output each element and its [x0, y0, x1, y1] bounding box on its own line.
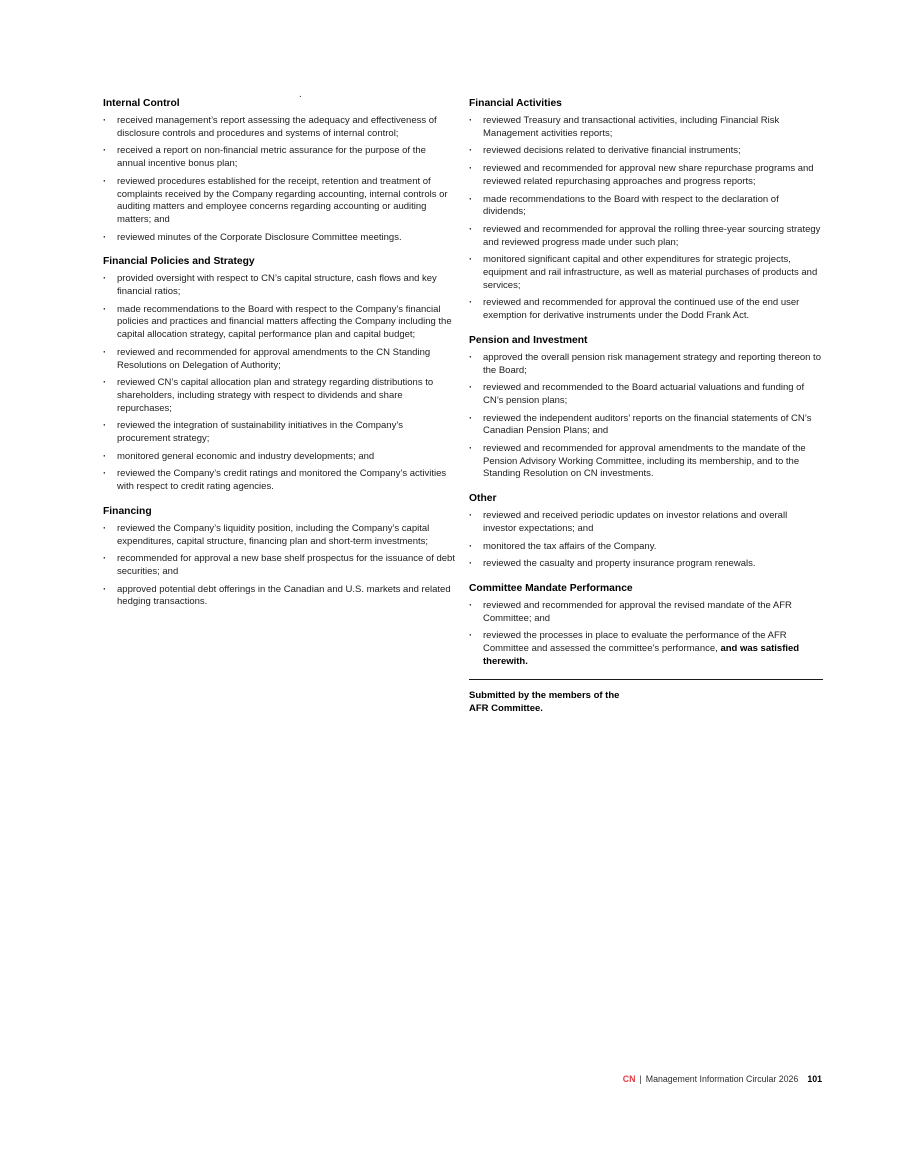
bullet-text: received management’s report assessing the adequacy and effectiveness of disclosure controls and procedures and systems of internal control; — [117, 115, 437, 139]
bullet-dot-icon: · — [103, 231, 107, 243]
section-heading: Pension and Investment — [469, 334, 588, 346]
bullet-text: reviewed and recommended for approval amendments to the CN Standing Resolutions on Delegation of Authority; — [117, 346, 431, 371]
bullet-text: reviewed minutes of the Corporate Disclosure Committee meetings. — [117, 231, 402, 243]
bullet-dot-icon: · — [469, 558, 473, 570]
bullet-text: reviewed and recommended for approval the revised mandate of the AFR Committee; and — [483, 599, 792, 624]
bullet-item — [469, 145, 823, 158]
bullet-text: reviewed the processes in place to evaluate the performance of the AFR Committee and assessed the committee’s performance, and was satisfied therewith. — [483, 630, 800, 667]
bullet-dot-icon: · — [103, 303, 107, 315]
bullet-text: approved potential debt offerings in the Canadian and U.S. markets and related hedging transactions. — [117, 583, 451, 608]
bullet-item — [469, 630, 823, 668]
bullet-text: reviewed decisions related to derivative financial instruments; — [483, 145, 741, 157]
bullet-item — [469, 254, 823, 292]
bullet-text: reviewed and recommended for approval amendments to the mandate of the Pension Advisory Working Committee, including its membership, and to the Standing Resolution on CN investments. — [483, 443, 806, 480]
bullet-dot-icon: · — [469, 145, 473, 157]
section-heading: Committee Mandate Performance — [469, 582, 633, 594]
bullet-item — [469, 163, 823, 188]
bullet-item — [103, 523, 456, 548]
bullet-item — [469, 510, 823, 535]
bullet-item — [103, 468, 456, 493]
bullet-text: made recommendations to the Board with respect to the declaration of dividends; — [483, 193, 779, 218]
section-heading: Financing — [103, 505, 152, 517]
bullet-text: reviewed the integration of sustainability initiatives in the Company’s procurement strategy; — [117, 420, 404, 445]
bullet-dot-icon: · — [469, 351, 473, 363]
bullet-text: reviewed Treasury and transactional activities, including Financial Risk Management activities reports; — [483, 115, 780, 139]
page-number: 101 — [807, 1074, 822, 1084]
bullet-item — [469, 194, 823, 219]
bullet-text: reviewed the independent auditors’ reports on the financial statements of CN’s Canadian Pension Plans; and — [483, 412, 812, 437]
bullet-text: reviewed and recommended for approval new share repurchase programs and reviewed related repurchasing approaches and progress reports; — [483, 163, 814, 187]
bullet-item — [469, 541, 823, 554]
page-footer — [623, 1074, 822, 1085]
bullet-text: recommended for approval a new base shelf prospectus for the issuance of debt securities; and — [117, 553, 455, 577]
section-heading: Internal Control — [103, 98, 180, 109]
bullet-dot-icon: · — [103, 420, 107, 432]
bullet-dot-icon: · — [103, 115, 107, 126]
bullet-text: approved the overall pension risk management strategy and reporting thereon to the Board; — [483, 351, 821, 376]
bullet-dot-icon: · — [469, 254, 473, 266]
bullet-item — [103, 584, 456, 609]
bullet-dot-icon: · — [103, 145, 107, 157]
bullet-item — [103, 273, 456, 298]
bullet-text: reviewed the Company’s liquidity position, including the Company’s capital expenditures, capital structure, financing plan and short-term investments; — [117, 522, 430, 547]
divider-rule — [469, 679, 823, 680]
bullet-dot-icon: · — [469, 540, 473, 552]
bullet-dot-icon: · — [469, 630, 473, 642]
closing-line-1: Submitted by the members of the — [469, 689, 620, 701]
bullet-item — [103, 420, 456, 445]
bullet-dot-icon: · — [103, 175, 107, 187]
bullet-item — [103, 377, 456, 415]
bullet-dot-icon: · — [469, 115, 473, 126]
bullet-text: reviewed CN’s capital allocation plan and strategy regarding distributions to shareholders, including strategy with respect to dividends and share repurchases; — [117, 377, 434, 414]
bullet-dot-icon: · — [469, 599, 473, 611]
left-column — [103, 97, 456, 614]
right-column-sections — [469, 97, 823, 669]
stray-period-mark: . — [299, 89, 302, 100]
bullet-dot-icon: · — [103, 346, 107, 358]
bullet-item — [469, 558, 823, 571]
bullet-text: reviewed and recommended to the Board actuarial valuations and funding of CN’s pension plans; — [483, 382, 805, 406]
bullet-item — [103, 304, 456, 342]
bullet-dot-icon: · — [469, 443, 473, 455]
bullet-item — [103, 145, 456, 170]
bullet-item — [469, 413, 823, 438]
bullet-text: monitored general economic and industry developments; and — [117, 450, 375, 462]
bullet-item — [469, 352, 823, 377]
bullet-item — [469, 115, 823, 140]
bullet-item — [103, 347, 456, 372]
bullet-item — [103, 451, 456, 464]
bullet-dot-icon: · — [469, 510, 473, 522]
bullet-dot-icon: · — [103, 553, 107, 565]
bullet-text-bold: and was satisfied therewith. — [483, 643, 800, 667]
bullet-dot-icon: · — [103, 468, 107, 480]
bullet-item — [103, 553, 456, 578]
footer-document-title: Management Information Circular 2026 — [645, 1074, 799, 1084]
bullet-dot-icon: · — [103, 273, 107, 285]
bullet-text: received a report on non-financial metric assurance for the purpose of the annual incentive bonus plan; — [117, 145, 426, 170]
bullet-dot-icon: · — [469, 382, 473, 394]
bullet-text: reviewed and recommended for approval the rolling three-year sourcing strategy and reviewed progress made under such plan; — [483, 223, 821, 248]
closing-line-2: AFR Committee. — [469, 703, 543, 714]
bullet-dot-icon: · — [103, 377, 107, 389]
bullet-item — [469, 600, 823, 625]
bullet-item — [469, 443, 823, 481]
bullet-text: reviewed and recommended for approval the continued use of the end user exemption for derivative instruments under the Dodd Frank Act. — [483, 297, 800, 322]
bullet-text: reviewed the casualty and property insurance program renewals. — [483, 558, 756, 570]
closing-statement — [469, 689, 823, 716]
bullet-item — [103, 232, 456, 245]
bullet-dot-icon: · — [469, 412, 473, 424]
cn-brand-mark: CN — [622, 1074, 636, 1084]
bullet-text: reviewed the Company’s credit ratings and monitored the Company’s activities with respect to credit rating agencies. — [117, 468, 447, 493]
bullet-dot-icon: · — [103, 583, 107, 595]
bullet-text: monitored significant capital and other expenditures for strategic projects, equipment and rail infrastructure, as well as material purchases of products and services; — [483, 254, 818, 291]
bullet-text: reviewed and received periodic updates on investor relations and overall investor expectations; and — [483, 510, 788, 534]
bullet-item — [103, 115, 456, 140]
section-heading: Financial Policies and Strategy — [103, 256, 255, 268]
section-heading: Financial Activities — [469, 98, 562, 109]
bullet-item — [469, 382, 823, 407]
right-column — [469, 97, 823, 716]
bullet-item — [469, 297, 823, 322]
bullet-text: made recommendations to the Board with respect to the Company’s financial policies and practices and financial matters affecting the Company including the capital allocation strategy, capital performance plan and capital budget; — [117, 303, 452, 341]
bullet-dot-icon: · — [103, 450, 107, 462]
bullet-text: reviewed procedures established for the receipt, retention and treatment of complaints received by the Company regarding accounting, internal controls or auditing matters and employee concerns regarding accounting or auditing matters; and — [117, 175, 448, 225]
bullet-dot-icon: · — [469, 193, 473, 205]
bullet-dot-icon: · — [469, 297, 473, 309]
bullet-dot-icon: · — [469, 163, 473, 175]
bullet-item — [469, 224, 823, 249]
footer-separator: | — [639, 1074, 642, 1084]
bullet-dot-icon: · — [103, 522, 107, 534]
section-heading: Other — [469, 493, 497, 505]
bullet-text: provided oversight with respect to CN’s capital structure, cash flows and key financial ratios; — [117, 273, 437, 298]
bullet-text: monitored the tax affairs of the Company. — [483, 540, 657, 552]
bullet-dot-icon: · — [469, 223, 473, 235]
bullet-item — [103, 176, 456, 227]
